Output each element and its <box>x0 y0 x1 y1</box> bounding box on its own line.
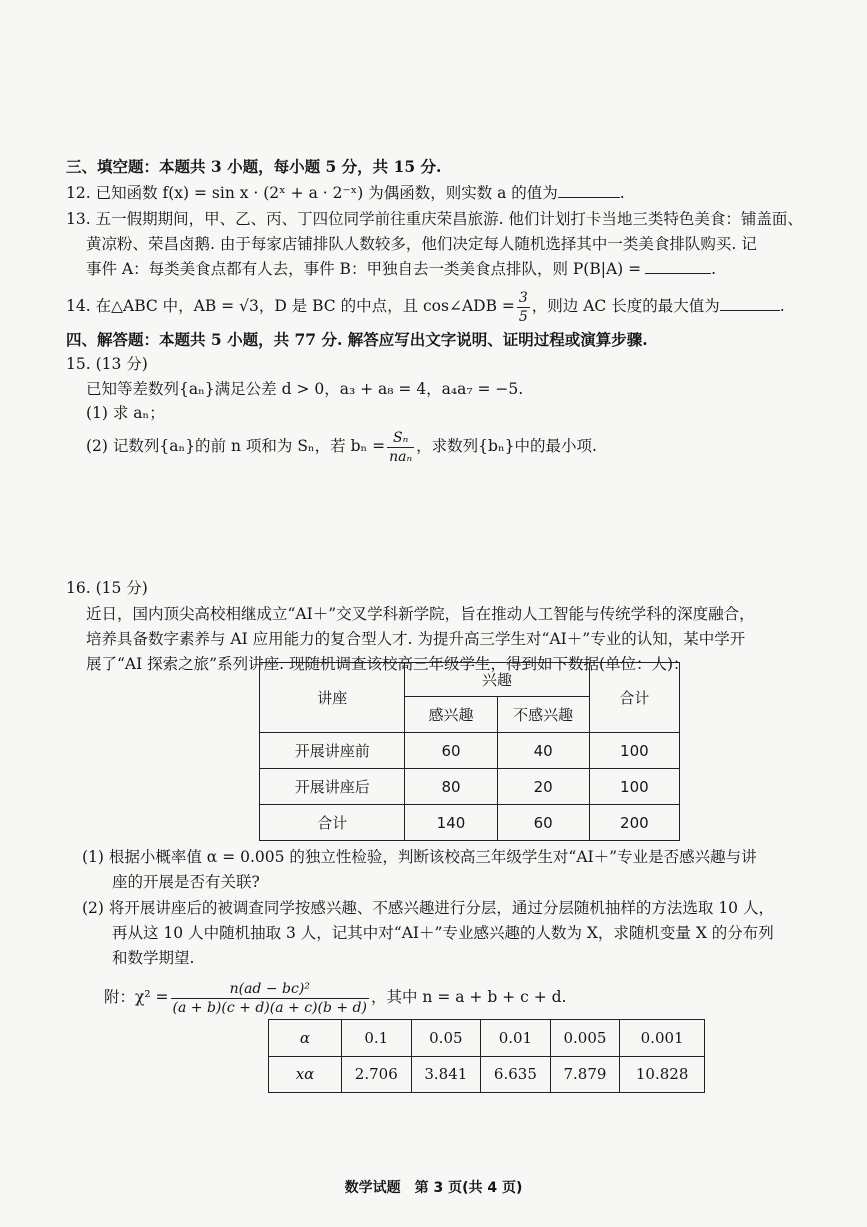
q16-title: 16. (15 分) <box>66 579 148 597</box>
q14-text-b: ，则边 AC 长度的最大值为 <box>531 297 720 315</box>
q13-line2: 黄凉粉、荣昌卤鹅. 由于每家店铺排队人数较多，他们决定每人随机选择其中一类美食排队购买. 记 <box>86 235 757 253</box>
table-cell: 40 <box>497 733 589 769</box>
q15-line1: 已知等差数列{aₙ}满足公差 d > 0，a₃ + a₈ = 4，a₄a₇ = −5. <box>86 380 524 398</box>
table-cell: 0.1 <box>342 1020 412 1057</box>
table-row <box>260 733 680 769</box>
table-cell: 0.001 <box>620 1020 705 1057</box>
q16-p2-line3: 和数学期望. <box>112 949 195 967</box>
question-14 <box>66 288 785 326</box>
frac-numerator: 3 <box>518 289 528 306</box>
chi-square-fraction <box>171 980 369 1017</box>
q16-p2-line2: 再从这 10 人中随机抽取 3 人，记其中对“AI＋”专业感兴趣的人数为 X，求随机变量 X 的分布列 <box>112 924 774 942</box>
page-footer: 数学试题 第 3 页(共 4 页) <box>344 1180 523 1196</box>
answer-blank <box>720 296 780 311</box>
table-cell: 100 <box>589 769 679 805</box>
header-lecture: 讲座 <box>260 663 405 733</box>
q12-end: . <box>619 184 625 202</box>
table-cell: 100 <box>589 733 679 769</box>
table-cell: 开展讲座前 <box>260 733 405 769</box>
table-row <box>269 1056 705 1093</box>
table-cell: 20 <box>497 769 589 805</box>
header-total: 合计 <box>589 663 679 733</box>
header-interest: 兴趣 <box>405 663 589 697</box>
table-row <box>260 805 680 841</box>
q15-fraction <box>387 429 414 466</box>
q14-end: . <box>779 297 785 315</box>
q15-title: 15. (13 分) <box>66 355 148 373</box>
table-cell: 140 <box>405 805 497 841</box>
interest-table <box>259 662 680 841</box>
frac-denominator: (a + b)(c + d)(a + c)(b + d) <box>172 999 367 1016</box>
header-interested: 感兴趣 <box>405 697 497 733</box>
answer-blank <box>558 183 620 198</box>
q15-part2-b: ，求数列{bₙ}中的最小项. <box>416 437 597 455</box>
table-row <box>260 769 680 805</box>
table-cell: 6.635 <box>481 1056 551 1093</box>
table-cell: α <box>269 1020 342 1057</box>
q15-part2-a: (2) 记数列{aₙ}的前 n 项和为 Sₙ，若 bₙ = <box>86 437 386 455</box>
q14-text-a: 14. 在△ABC 中，AB = √3，D 是 BC 的中点，且 cos∠ADB = <box>66 297 515 315</box>
appendix-formula <box>104 975 566 1019</box>
table-cell: 7.879 <box>550 1056 620 1093</box>
frac-numerator: Sₙ <box>387 429 414 448</box>
q16-line3: 展了“AI 探索之旅”系列讲座. 现随机调查该校高三年级学生，得到如下数据(单位：人)： <box>86 655 689 673</box>
table-row <box>269 1020 705 1057</box>
q16-line1: 近日，国内顶尖高校相继成立“AI＋”交叉学科新学院，旨在推动人工智能与传统学科的深度融合， <box>86 605 755 623</box>
table-cell: 60 <box>405 733 497 769</box>
table-cell: 60 <box>497 805 589 841</box>
table-cell: 0.05 <box>411 1020 481 1057</box>
table-cell: 10.828 <box>620 1056 705 1093</box>
frac-numerator: n(ad − bc)² <box>171 980 369 999</box>
q14-fraction <box>517 289 530 326</box>
q15-part2 <box>86 426 597 466</box>
q16-p1-line2: 座的开展是否有关联? <box>112 873 260 891</box>
table-cell: 3.841 <box>411 1056 481 1093</box>
q13-end: . <box>711 260 717 278</box>
q16-line2: 培养具备数字素养与 AI 应用能力的复合型人才. 为提升高三学生对“AI＋”专业的认知，某中学开 <box>86 630 746 648</box>
table-cell: 0.01 <box>481 1020 551 1057</box>
answer-blank <box>645 259 711 274</box>
table-cell: 合计 <box>260 805 405 841</box>
table-cell: 80 <box>405 769 497 805</box>
q15-part1: (1) 求 aₙ； <box>86 404 165 422</box>
section3-heading: 三、填空题：本题共 3 小题，每小题 5 分，共 15 分. <box>66 157 442 176</box>
section4-heading: 四、解答题：本题共 5 小题，共 77 分. 解答应写出文字说明、证明过程或演算步骤. <box>66 330 648 349</box>
question-12 <box>66 182 625 204</box>
table-cell: 200 <box>589 805 679 841</box>
q16-p2-line1: (2) 将开展讲座后的被调查同学按感兴趣、不感兴趣进行分层，通过分层随机抽样的方法选取 10 人， <box>82 899 774 917</box>
q12-text: 12. 已知函数 f(x) = sin x · (2ˣ + a · 2⁻ˣ) 为偶函数，则实数 a 的值为 <box>66 184 558 202</box>
critical-value-table <box>268 1019 705 1093</box>
table-cell: 0.005 <box>550 1020 620 1057</box>
q13-line1: 13. 五一假期期间，甲、乙、丙、丁四位同学前往重庆荣昌旅游. 他们计划打卡当地三类特色美食：铺盖面、 <box>66 210 803 228</box>
q13-line3-text: 事件 A：每类美食点都有人去，事件 B：甲独自去一类美食点排队，则 P(B|A) = <box>86 260 642 278</box>
header-not-interested: 不感兴趣 <box>497 697 589 733</box>
frac-denominator: 5 <box>518 308 528 325</box>
appendix-label: 附：χ² = <box>104 988 169 1006</box>
table-cell: 开展讲座后 <box>260 769 405 805</box>
appendix-tail: ，其中 n = a + b + c + d. <box>370 988 567 1006</box>
frac-denominator: naₙ <box>389 448 413 465</box>
question-13-line3 <box>86 258 716 280</box>
table-cell: 2.706 <box>342 1056 412 1093</box>
table-cell: xα <box>269 1056 342 1093</box>
q16-p1-line1: (1) 根据小概率值 α = 0.005 的独立性检验，判断该校高三年级学生对“AI＋”专业是否感兴趣与讲 <box>82 848 757 866</box>
